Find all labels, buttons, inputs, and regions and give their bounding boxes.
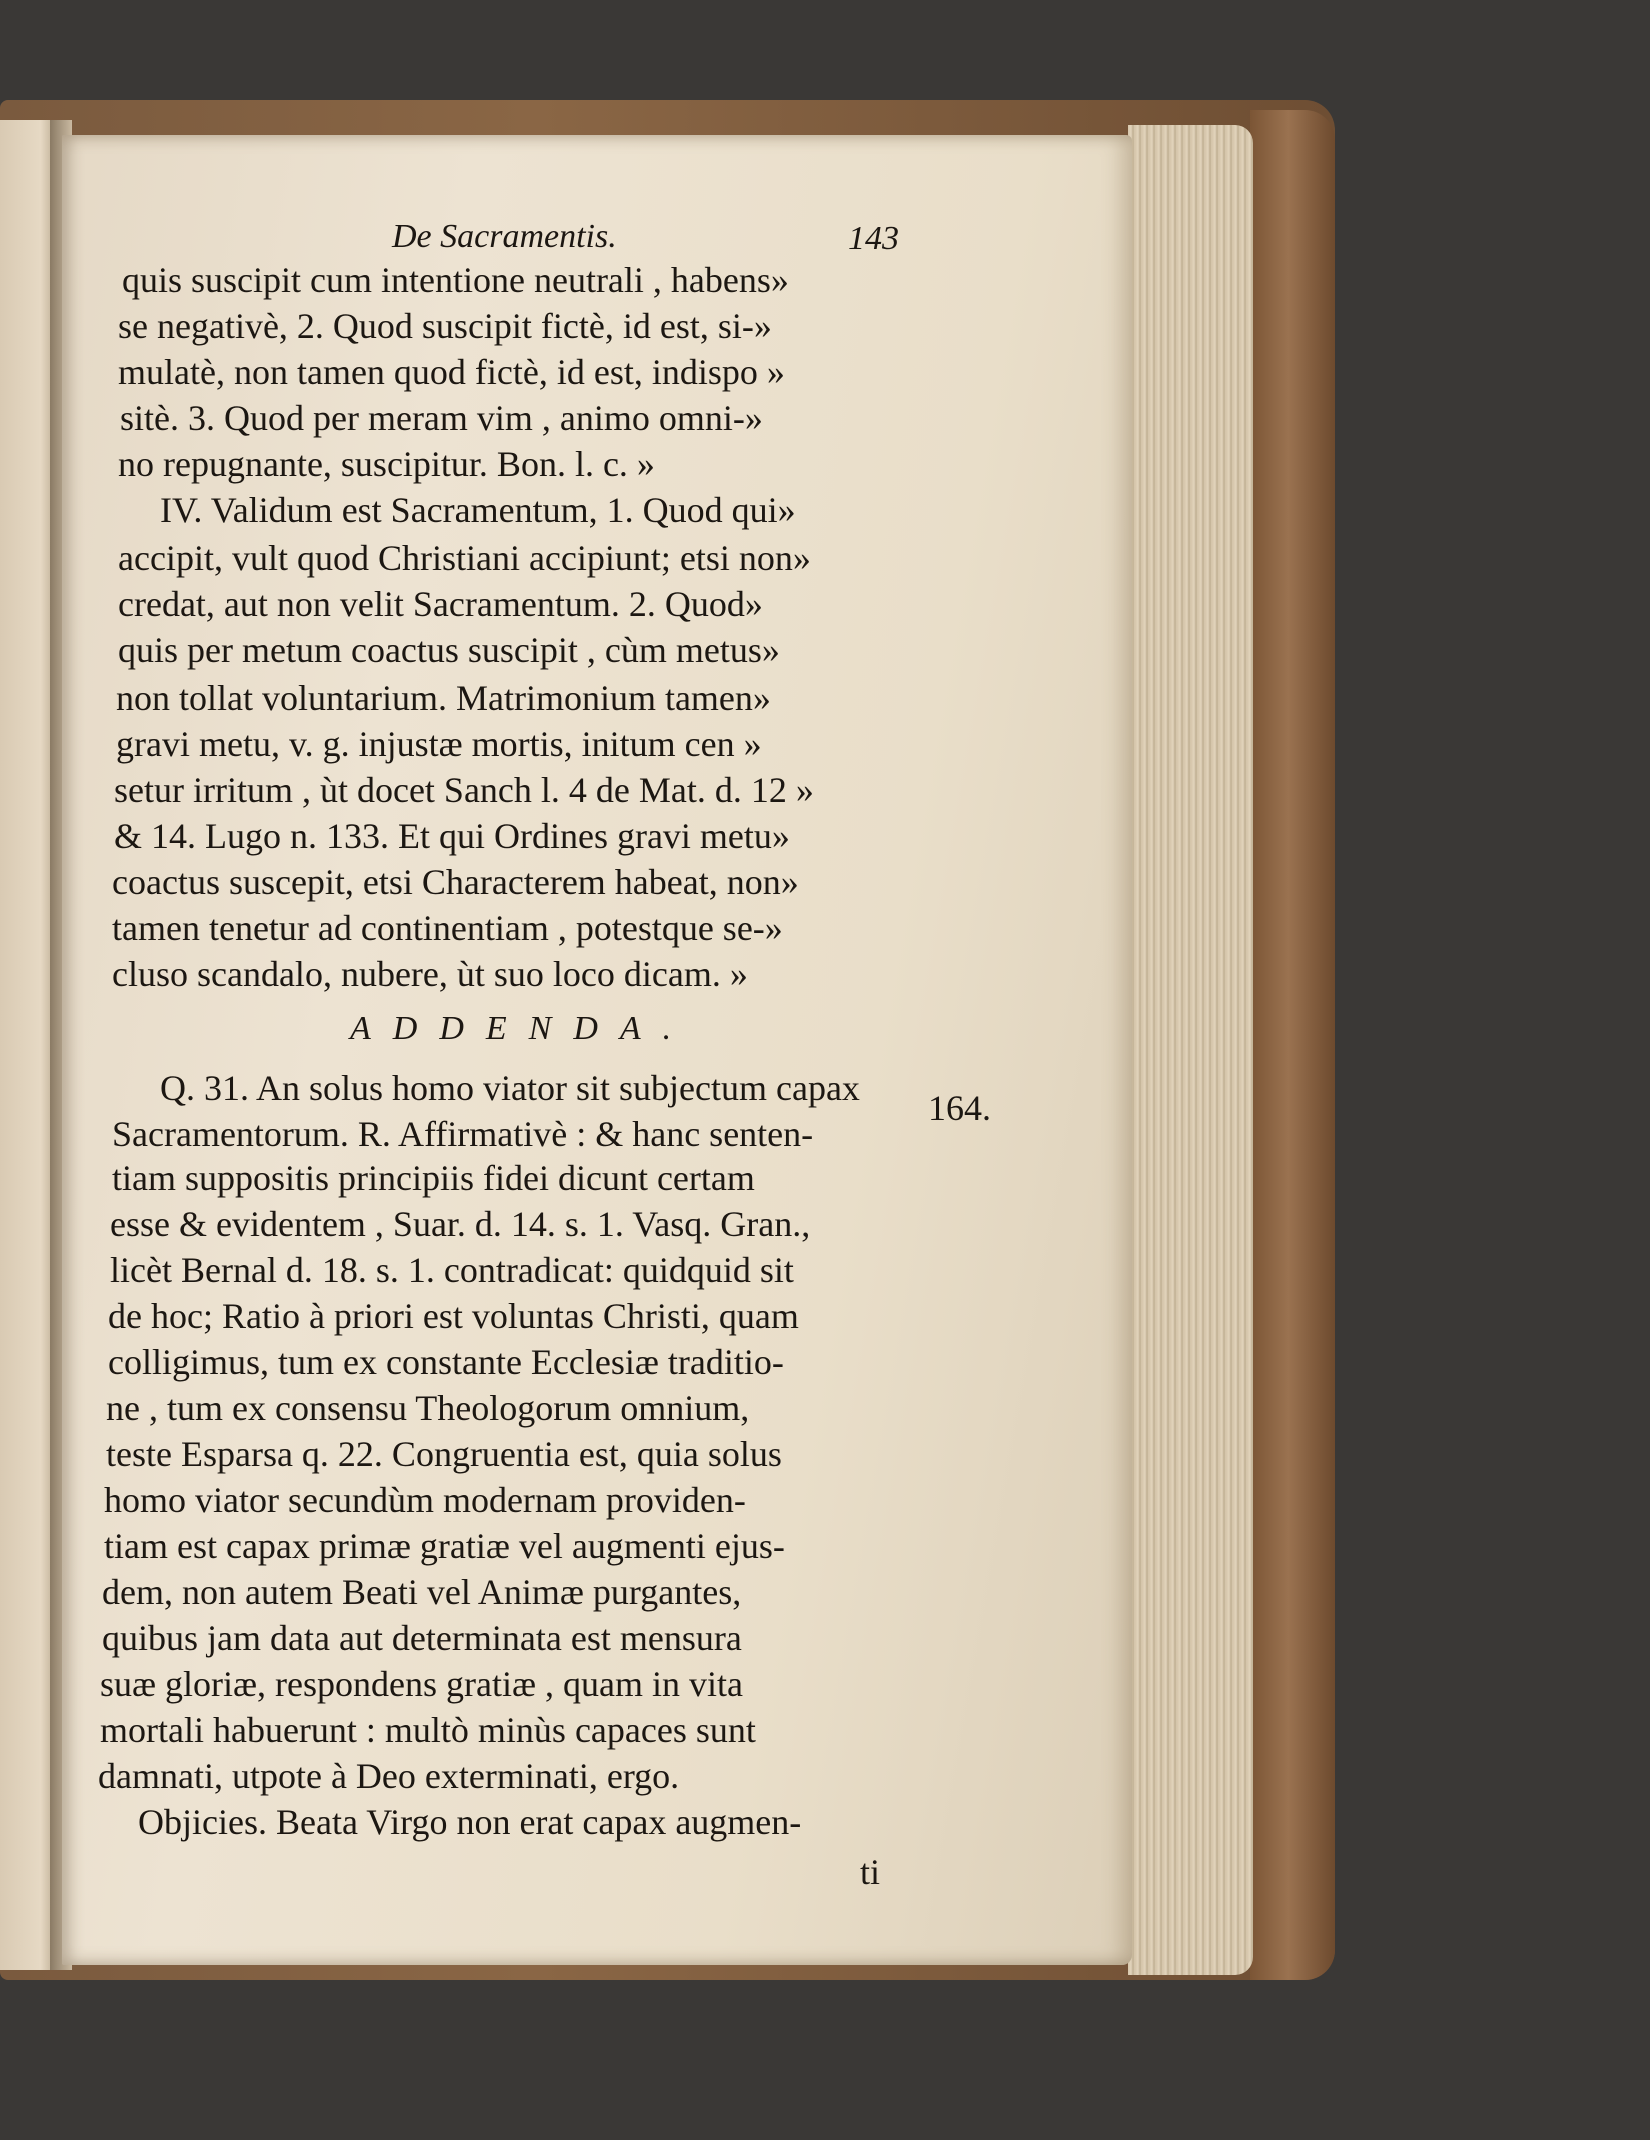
addenda-line: mortali habuerunt : multò minùs capaces sunt (100, 1710, 756, 1750)
addenda-line: tiam suppositis principiis fidei dicunt certam (112, 1158, 755, 1198)
text-line: se negativè, 2. Quod suscipit fictè, id est, si-» (118, 306, 772, 346)
catchword: ti (860, 1852, 881, 1892)
fore-edge-binding (1250, 110, 1335, 1980)
addenda-line: quibus jam data aut determinata est mensura (102, 1618, 742, 1658)
addenda-line: ne , tum ex consensu Theologorum omnium, (106, 1388, 750, 1428)
text-line: coactus suscepit, etsi Characterem habeat, non» (112, 862, 799, 902)
addenda-line: teste Esparsa q. 22. Congruentia est, quia solus (106, 1434, 782, 1474)
section-heading: ADDENDA. (350, 1010, 694, 1047)
addenda-line: suæ gloriæ, respondens gratiæ , quam in vita (100, 1664, 743, 1704)
text-line: mulatè, non tamen quod fictè, id est, indispo » (118, 352, 785, 392)
addenda-line: Q. 31. An solus homo viator sit subjectum capax (160, 1068, 860, 1108)
addenda-line: homo viator secundùm modernam providen- (104, 1480, 746, 1520)
addenda-line: dem, non autem Beati vel Animæ purgantes, (102, 1572, 742, 1612)
addenda-line: Sacramentorum. R. Affirmativè : & hanc senten- (112, 1114, 814, 1154)
text-line: sitè. 3. Quod per meram vim , animo omni-» (120, 398, 763, 438)
margin-note: 164. (928, 1088, 991, 1128)
addenda-line: damnati, utpote à Deo exterminati, ergo. (98, 1756, 680, 1796)
running-head: De Sacramentis. (392, 218, 617, 255)
addenda-line: esse & evidentem , Suar. d. 14. s. 1. Vasq. Gran., (110, 1204, 811, 1244)
page-block-edges (1128, 125, 1253, 1975)
text-line: non tollat voluntarium. Matrimonium tamen» (116, 678, 771, 718)
text-line: quis per metum coactus suscipit , cùm metus» (118, 630, 780, 670)
text-line: cluso scandalo, nubere, ùt suo loco dicam. » (112, 954, 748, 994)
text-line: quis suscipit cum intentione neutrali , habens» (122, 260, 789, 300)
text-line: tamen tenetur ad continentiam , potestque se-» (112, 908, 783, 948)
text-line: IV. Validum est Sacramentum, 1. Quod qui» (160, 490, 796, 530)
text-line: no repugnante, suscipitur. Bon. l. c. » (118, 444, 655, 484)
text-line: accipit, vult quod Christiani accipiunt; etsi non» (118, 538, 811, 578)
addenda-line: de hoc; Ratio à priori est voluntas Christi, quam (108, 1296, 799, 1336)
page-number: 143 (848, 220, 899, 257)
text-line: & 14. Lugo n. 133. Et qui Ordines gravi metu» (114, 816, 790, 856)
text-line: gravi metu, v. g. injustæ mortis, initum cen » (116, 724, 762, 764)
addenda-line: colligimus, tum ex constante Ecclesiæ traditio- (108, 1342, 784, 1382)
addenda-line: tiam est capax primæ gratiæ vel augmenti ejus- (104, 1526, 785, 1566)
text-line: setur irritum , ùt docet Sanch l. 4 de Mat. d. 12 » (114, 770, 814, 810)
addenda-line: licèt Bernal d. 18. s. 1. contradicat: quidquid sit (110, 1250, 794, 1290)
text-line: credat, aut non velit Sacramentum. 2. Quod» (118, 584, 763, 624)
addenda-line: Objicies. Beata Virgo non erat capax augmen- (138, 1802, 802, 1842)
